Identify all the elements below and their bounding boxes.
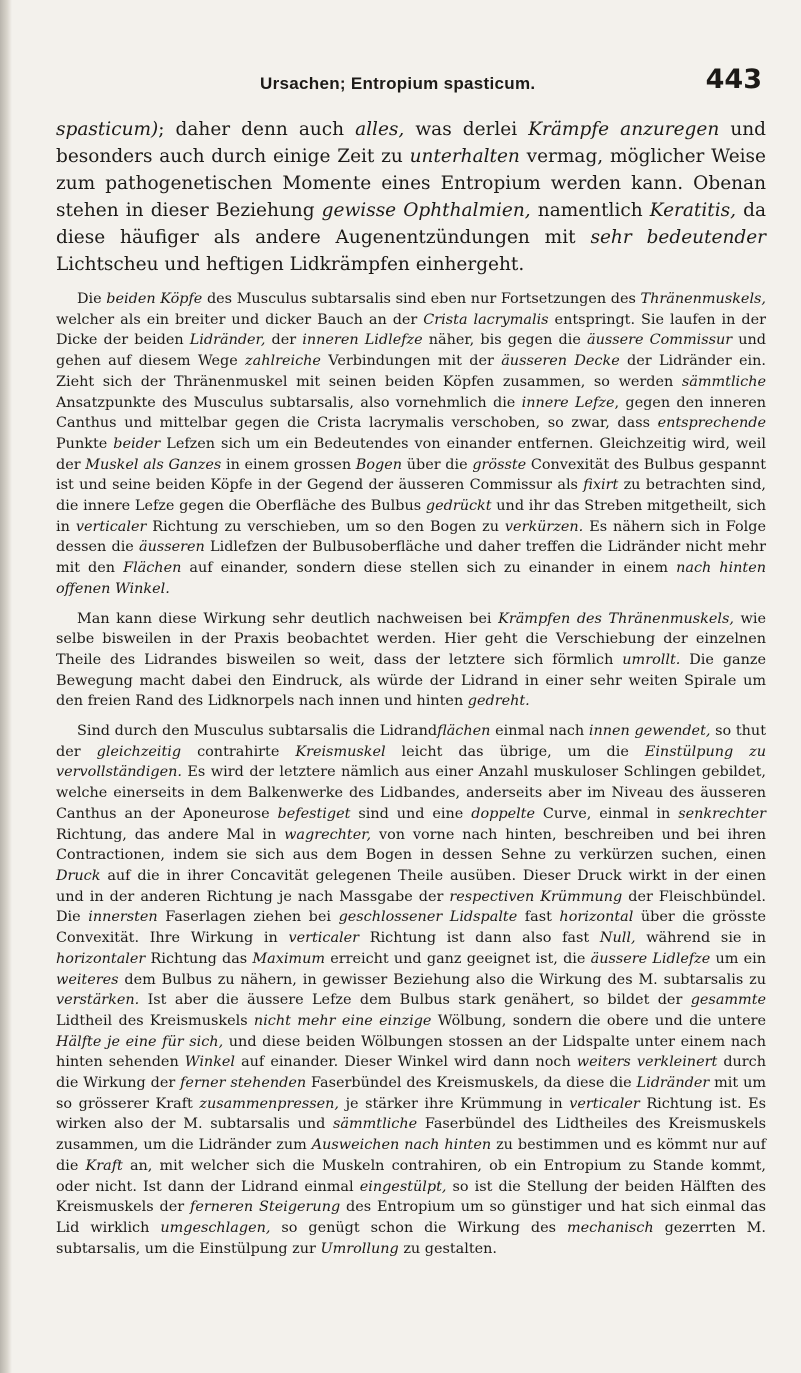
text-run: , gegen den inneren Canthus und mittelbar gegen die Crista lacrymalis verschoben, so zwar, dass	[56, 394, 767, 432]
italic-phrase: fixirt	[583, 477, 619, 494]
text-run: Faserbündel des Kreismuskels, da diese die	[306, 1075, 637, 1092]
italic-phrase: umgeschlagen,	[160, 1219, 271, 1236]
italic-phrase: mechanisch	[566, 1219, 654, 1236]
text-run: Curve, einmal in	[534, 805, 679, 822]
italic-phrase: verstärken.	[56, 992, 140, 1009]
text-run: erreicht und ganz geeignet ist, die	[324, 950, 591, 967]
page-number: 443	[705, 64, 762, 95]
italic-phrase: sehr bedeutender	[590, 227, 766, 248]
text-run: über die	[402, 456, 473, 473]
italic-phrase: Crista lacrymalis	[423, 311, 549, 328]
italic-phrase: Lidränder,	[189, 332, 266, 349]
text-run: über die grösste Convexität. Ihre Wirkung in	[56, 909, 767, 947]
text-run: näher, bis gegen die	[422, 332, 587, 349]
italic-phrase: Muskel als Ganzes	[85, 456, 222, 473]
italic-phrase: nicht mehr eine einzige	[253, 1012, 432, 1029]
text-run: an, mit welcher sich die Muskeln contrahiren, ob ein Entropium zu Stande kommt, oder nicht. Ist dann der Lidrand einmal	[56, 1157, 766, 1195]
text-run: von vorne nach hinten, beschreiben und bei ihren Contractionen, indem sie sich aus dem Bogen in dessen Sehne zu verkürzen suchen, einen	[56, 826, 766, 864]
italic-phrase: wagrechter,	[284, 826, 372, 843]
italic-phrase: beider	[113, 435, 161, 452]
italic-phrase: inneren Lidlefze	[302, 332, 423, 349]
italic-phrase: Maximum	[252, 950, 325, 967]
italic-phrase: verticaler	[288, 930, 360, 947]
text-run: Lidtheil des Kreismuskels	[56, 1012, 254, 1029]
text-run: vermag, möglicher Weise zum pathogenetischen Momente eines Entropium werden kann. Obenan stehen in dieser Beziehung	[56, 146, 766, 221]
italic-phrase: alles,	[355, 119, 405, 140]
text-run: Lichtscheu und heftigen Lidkrämpfen einhergeht.	[56, 254, 525, 275]
italic-phrase: Kraft	[85, 1157, 123, 1174]
italic-phrase: verkürzen.	[504, 518, 584, 535]
text-run: Convexität des Bulbus gespannt ist und seine beiden Köpfe in der Gegend der äusseren Commissur als	[56, 456, 766, 494]
italic-phrase: innen gewendet,	[588, 723, 711, 740]
text-run: namentlich	[530, 200, 650, 221]
italic-phrase: gedreht.	[467, 693, 530, 710]
text-run: Verbindungen mit der	[320, 353, 502, 370]
paragraph	[56, 289, 766, 600]
italic-phrase: verticaler	[75, 518, 147, 535]
italic-phrase: sämmtliche	[333, 1116, 418, 1133]
italic-phrase: Krämpfen des Thränenmuskels,	[498, 610, 734, 627]
text-run: der Fleischbündel. Die	[56, 888, 766, 926]
italic-phrase: eingestülpt,	[359, 1178, 447, 1195]
text-run: Richtung, das andere Mal in	[56, 826, 285, 843]
text-run: zu bestimmen und es kömmt nur auf die	[56, 1137, 766, 1174]
italic-phrase: doppelte	[471, 805, 535, 822]
text-run: zu gestalten.	[398, 1240, 497, 1257]
italic-phrase: respectiven Krümmung	[449, 888, 623, 905]
text-run: mit um so grösserer Kraft	[56, 1075, 766, 1112]
text-run: Richtung ist dann also fast	[359, 930, 600, 947]
text-run: der Lidränder ein. Zieht sich der Thränenmuskel mit seinen beiden Köpfen zusammen, so werden	[56, 353, 767, 390]
text-run: auf einander, sondern diese stellen sich zu einander in einem	[181, 560, 677, 577]
italic-phrase: innere Lefze	[521, 394, 615, 411]
text-run: der	[265, 332, 303, 349]
italic-phrase: Kreismuskel	[295, 743, 386, 760]
text-run: so genügt schon die Wirkung des	[270, 1219, 567, 1236]
italic-phrase: Thränenmuskels,	[640, 291, 767, 307]
text-run: welcher als ein breiter und dicker Bauch an der	[56, 311, 424, 328]
italic-phrase: Krämpfe anzuregen	[528, 119, 720, 140]
text-run: Sind durch den Musculus subtarsalis die Lidrand	[77, 723, 438, 740]
italic-phrase: Hälfte je eine für sich,	[56, 1033, 224, 1050]
page-header	[120, 64, 780, 104]
paragraph	[56, 721, 766, 1259]
italic-phrase: innersten	[88, 909, 158, 926]
text-run: Ist aber die äussere Lefze dem Bulbus stark genähert, so bildet der	[139, 992, 691, 1009]
italic-phrase: beiden Köpfe	[106, 291, 203, 307]
text-run: des Musculus subtarsalis sind eben nur Fortsetzungen des	[202, 291, 641, 307]
text-run: und gehen auf diesem Wege	[56, 332, 766, 370]
text-run: fast	[517, 909, 560, 926]
text-run: des Entropium um so günstiger und hat sich einmal das Lid wirklich	[56, 1199, 766, 1236]
text-run: sind und eine	[350, 805, 472, 822]
italic-phrase: Bogen	[355, 456, 403, 473]
text-run: je stärker ihre Krümmung in	[339, 1095, 570, 1112]
text-run: entspringt. Sie laufen in der Dicke der beiden	[56, 311, 766, 349]
text-run: Richtung ist. Es wirken also der M. subtarsalis und	[56, 1095, 766, 1133]
text-run: durch die Wirkung der	[56, 1054, 767, 1092]
text-run: so ist die Stellung der beiden Hälften des Kreismuskels der	[56, 1178, 767, 1216]
text-run: und ihr das Streben mitgetheilt, sich in	[56, 498, 767, 535]
italic-phrase: Keratitis,	[649, 200, 737, 221]
italic-phrase: äusseren	[139, 539, 205, 556]
italic-phrase: horizontaler	[56, 950, 146, 967]
text-run: leicht das übrige, um die	[385, 743, 645, 760]
italic-phrase: Einstülpung zu vervollständigen.	[56, 743, 766, 781]
italic-phrase: geschlossener Lidspalte	[338, 909, 518, 926]
text-run: gezerrten M. subtarsalis, um die Einstülpung zur	[56, 1219, 766, 1257]
text-run: in einem grossen	[221, 456, 356, 473]
running-head: Ursachen; Entropium spasticum.	[260, 74, 536, 93]
text-run: Lefzen sich um ein Bedeutendes von einander entfernen. Gleichzeitig wird, weil der	[56, 435, 766, 473]
italic-phrase: spasticum)	[56, 119, 159, 140]
italic-phrase: befestiget	[277, 805, 351, 822]
text-run: Die	[77, 291, 107, 307]
italic-phrase: Flächen	[123, 560, 182, 577]
text-run: dem Bulbus zu nähern, in gewisser Beziehung also die Wirkung des M. subtarsalis zu	[118, 971, 766, 988]
text-run: zu betrachten sind, die innere Lefze gegen die Oberfläche des Bulbus	[56, 477, 766, 515]
italic-phrase: äussere Lidlefze	[590, 950, 711, 967]
italic-phrase: Druck	[56, 867, 101, 884]
text-run: Die ganze Bewegung macht dabei den Eindruck, als würde der Lidrand in einer sehr weiten Spirale um den freien Rand des Lidknorpels nach innen und hinten	[56, 651, 766, 710]
text-run: Es nähern sich in Folge dessen die	[56, 518, 766, 556]
text-run: um ein	[710, 950, 766, 967]
italic-phrase: Winkel	[184, 1054, 236, 1071]
text-run: auf die in ihrer Concavität gelegenen Theile ausüben. Dieser Druck wirkt in der einen und in der anderen Richtung je nach Massgabe der	[56, 867, 766, 905]
italic-phrase: Lidränder	[636, 1075, 710, 1092]
text-run: was derlei	[404, 119, 529, 140]
page-binding-shadow	[0, 0, 12, 1373]
text-run: Punkte	[56, 435, 114, 452]
italic-phrase: Ausweichen nach hinten	[311, 1137, 492, 1154]
text-run: Faserlagen ziehen bei	[157, 909, 339, 926]
italic-phrase: flächen	[437, 723, 491, 740]
italic-phrase: gewisse Ophthalmien,	[321, 200, 531, 221]
text-run: Man kann diese Wirkung sehr deutlich nachweisen bei	[77, 610, 499, 627]
text-run: ; daher denn auch	[158, 119, 356, 140]
text-run: während sie in	[635, 930, 766, 947]
paragraph	[56, 609, 766, 713]
text-run: und diese beiden Wölbungen stossen an der Lidspalte unter einem nach hinten sehenden	[56, 1033, 767, 1071]
italic-phrase: zahlreiche	[245, 353, 321, 370]
paragraph	[56, 116, 766, 278]
italic-phrase: ferneren Steigerung	[190, 1199, 341, 1216]
text-run: Ansatzpunkte des Musculus subtarsalis, also vornehmlich die	[56, 394, 522, 411]
body-text	[56, 116, 766, 1259]
text-run: Richtung zu verschieben, um so den Bogen zu	[146, 518, 505, 535]
text-run: einmal nach	[490, 723, 589, 740]
text-run: Faserbündel des Lidtheiles des Kreismuskels zusammen, um die Lidränder zum	[56, 1116, 766, 1154]
italic-phrase: entsprechende	[657, 415, 766, 432]
italic-phrase: äusseren Decke	[501, 353, 620, 370]
italic-phrase: gedrückt	[425, 498, 492, 515]
text-run: wie selbe bisweilen in der Praxis beobachtet werden. Hier geht die Verschiebung der einzelnen Theile des Lidrandes bisweilen so weit, dass der letztere sich förmlich	[56, 610, 766, 668]
text-run: Es wird der letztere nämlich aus einer Anzahl muskuloser Schlingen gebildet, welche einerseits in dem Balkenwerke des Lidbandes, anderseits aber im Niveau des äusseren Canthus an der Aponeurose	[56, 764, 766, 822]
italic-phrase: unterhalten	[409, 146, 520, 167]
italic-phrase: grösste	[472, 456, 527, 473]
italic-phrase: umrollt.	[622, 651, 681, 668]
text-run: Richtung das	[145, 950, 253, 967]
text-run: Lidlefzen der Bulbusoberfläche und daher treffen die Lidränder nicht mehr mit den	[56, 539, 767, 577]
text-run: da diese häufiger als andere Augenentzündungen mit	[56, 200, 766, 248]
italic-phrase: weiteres	[56, 971, 119, 988]
italic-phrase: sämmtliche	[681, 373, 766, 390]
italic-phrase: nach hinten offenen Winkel.	[56, 560, 766, 597]
italic-phrase: zusammenpressen,	[199, 1095, 340, 1112]
italic-phrase: senkrechter	[678, 805, 766, 822]
text-run: auf einander. Dieser Winkel wird dann noch	[235, 1054, 577, 1071]
italic-phrase: ferner stehenden	[180, 1075, 307, 1092]
italic-phrase: gleichzeitig	[96, 743, 182, 760]
italic-phrase: gesammte	[690, 992, 766, 1009]
italic-phrase: Umrollung	[320, 1240, 399, 1257]
italic-phrase: weiters verkleinert	[576, 1054, 718, 1071]
text-run: contrahirte	[181, 743, 296, 760]
italic-phrase: horizontal	[559, 909, 634, 926]
italic-phrase: Null,	[599, 930, 636, 947]
text-run: und besonders auch durch einige Zeit zu	[56, 119, 766, 167]
text-run: Wölbung, sondern die obere und die untere	[431, 1012, 766, 1029]
italic-phrase: verticaler	[569, 1095, 640, 1112]
text-run: so thut der	[56, 723, 766, 760]
italic-phrase: äussere Commissur	[586, 332, 733, 349]
